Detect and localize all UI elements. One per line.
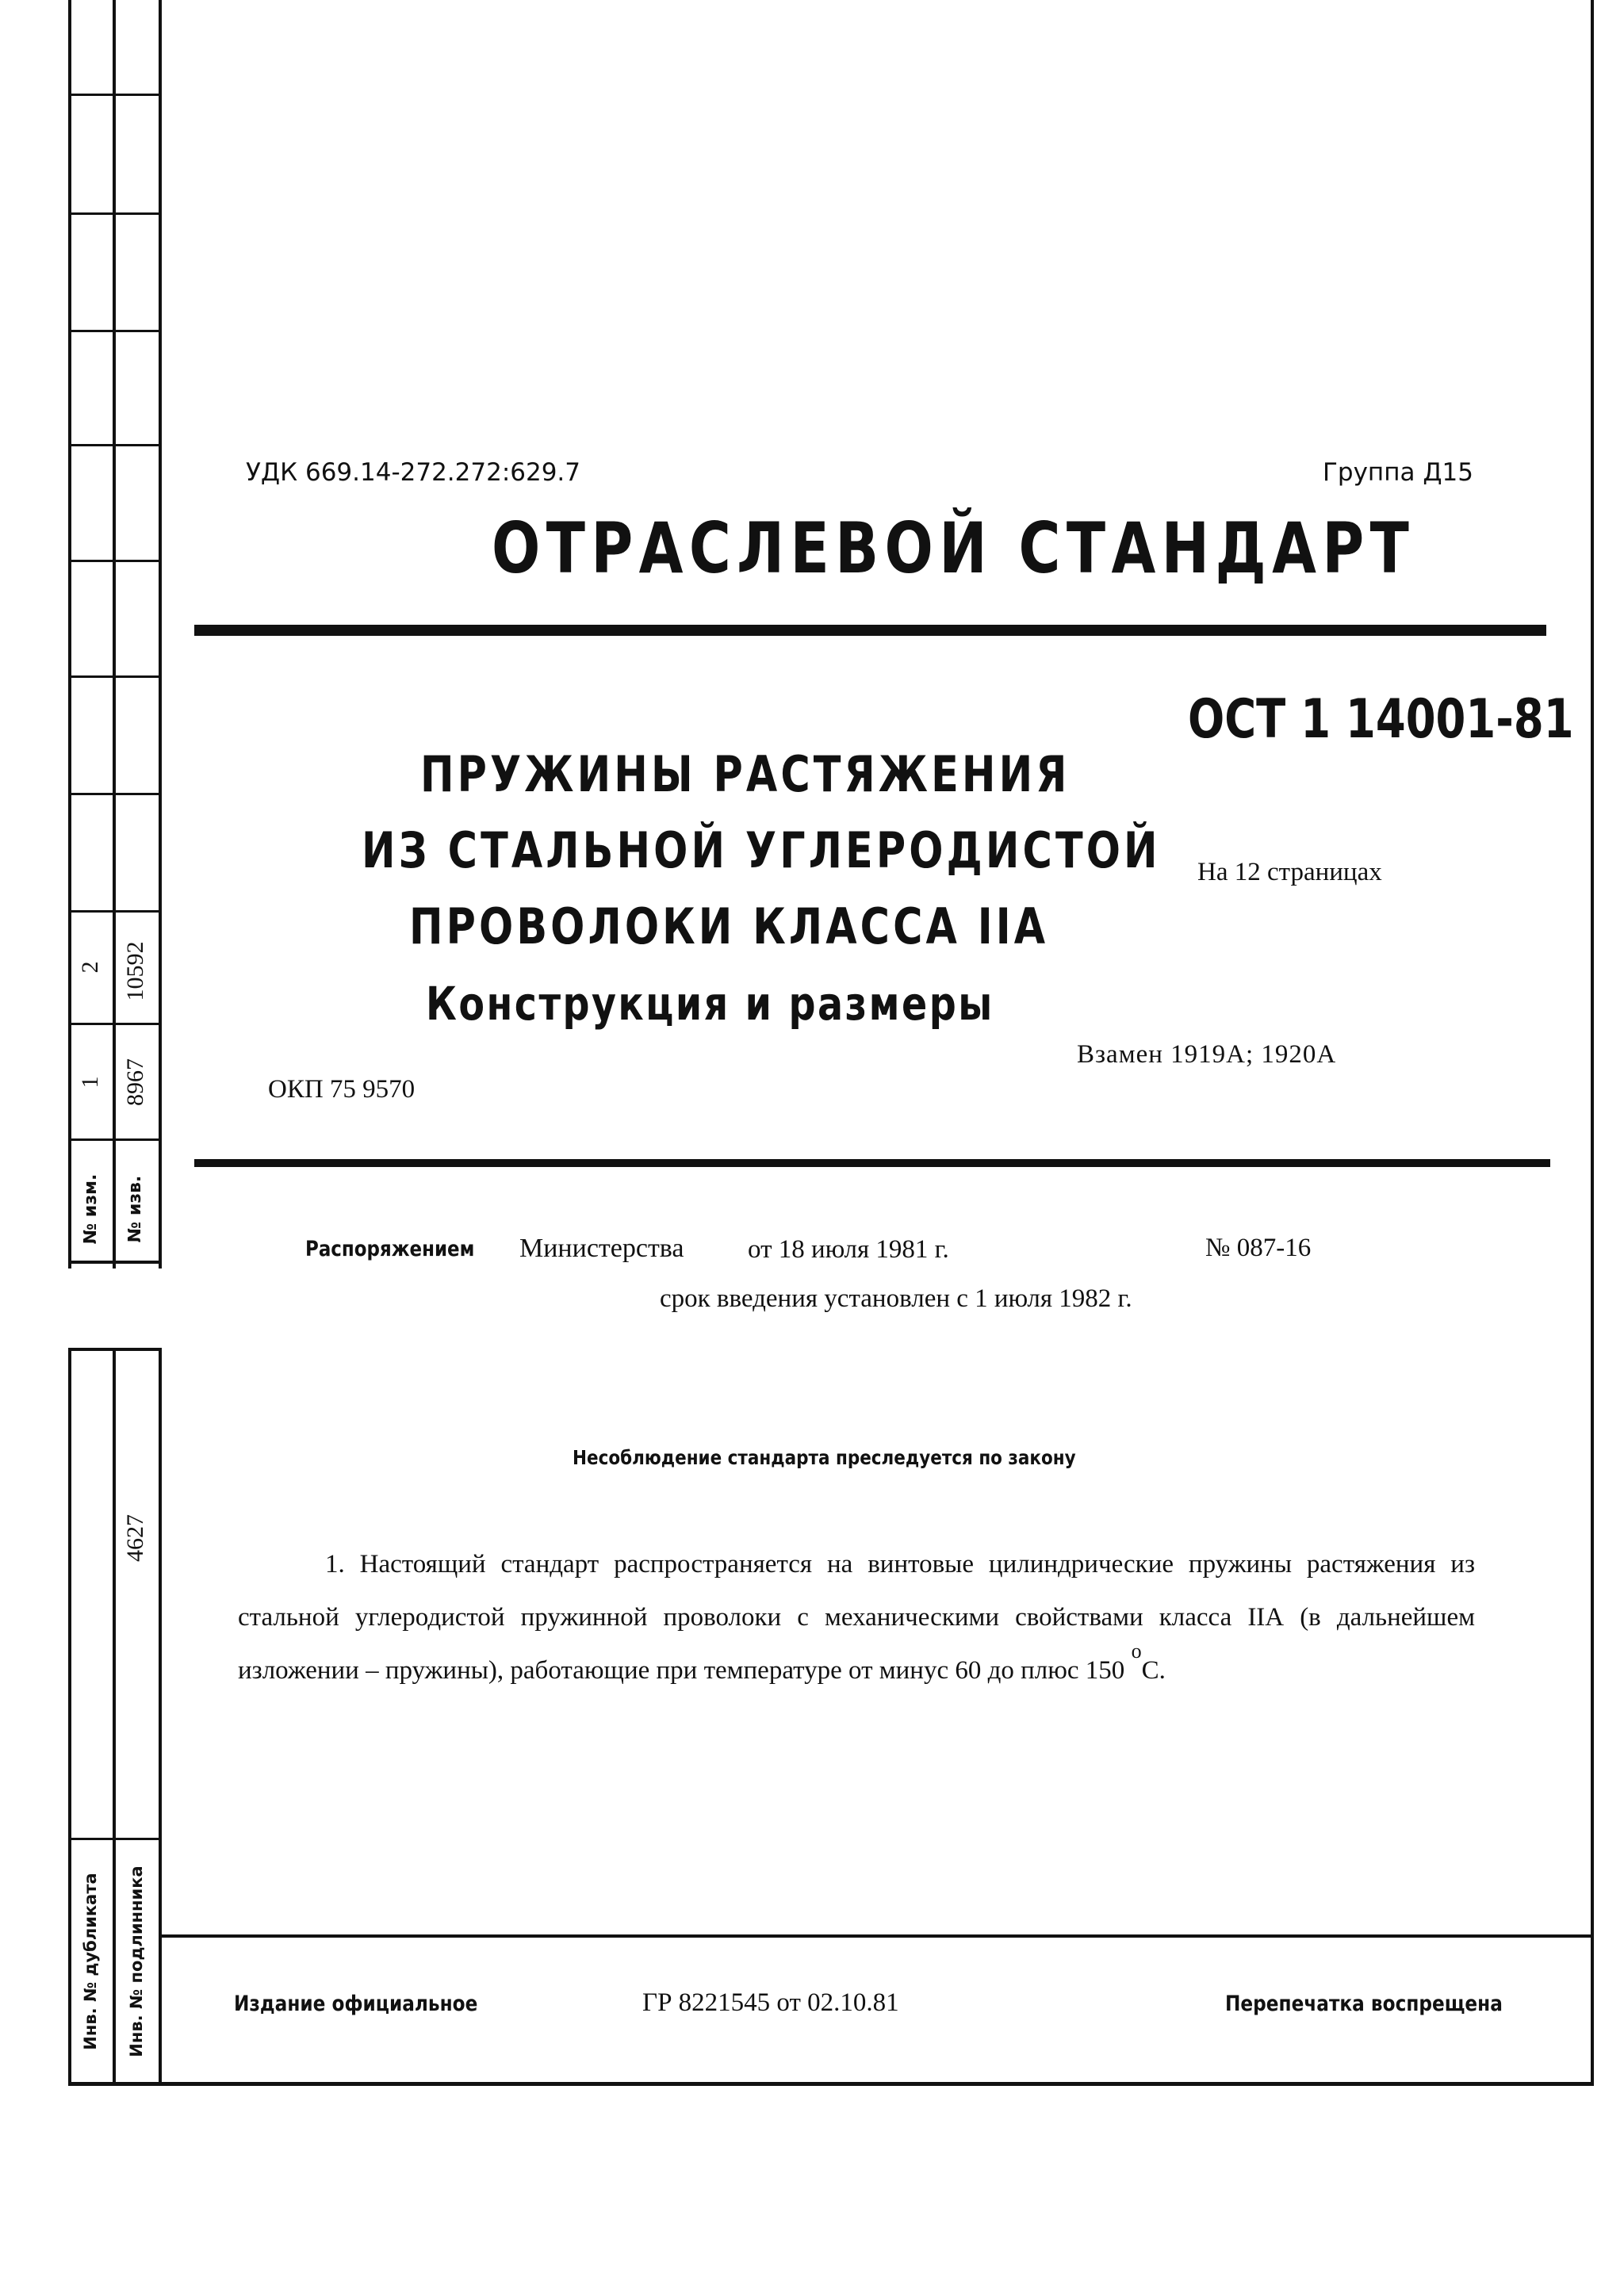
legal-warning: Несоблюдение стандарта преследуется по закону [573, 1446, 1076, 1469]
official-edition: Издание официальное [234, 1992, 478, 2016]
change-number-1: 1 [77, 1076, 103, 1089]
temperature-unit: С. [1141, 1656, 1166, 1685]
standard-subtitle: Конструкция и размеры [426, 977, 994, 1031]
degree-sign: о [1131, 1640, 1142, 1663]
change-number-label: № изм. [81, 1173, 101, 1245]
notice-number-label: № изв. [125, 1175, 145, 1243]
decree-number: № 087-16 [1205, 1234, 1312, 1262]
okp-code: ОКП 75 9570 [268, 1075, 416, 1104]
notice-number-2: 10592 [122, 941, 148, 1001]
replaces-standards: Взамен 1919А; 1920А [1077, 1040, 1337, 1069]
standard-title-line-3: ПРОВОЛОКИ КЛАССА IIА [409, 897, 1049, 955]
duplicate-inventory-label: Инв. № дубликата [81, 1873, 100, 2050]
decree-date: от 18 июля 1981 г. [748, 1235, 949, 1264]
page-count: На 12 страницах [1197, 858, 1382, 886]
scope-paragraph [238, 1538, 1475, 1697]
page-title: ОТРАСЛЕВОЙ СТАНДАРТ [492, 507, 1415, 589]
standard-title-line-2: ИЗ СТАЛЬНОЙ УГЛЕРОДИСТОЙ [362, 821, 1161, 879]
decree-ministry: Министерства [519, 1234, 684, 1263]
scope-paragraph-text: 1. Настоящий стандарт распространяется на винтовые цилиндрические пружины растяжения из стальной углеродистой пружинной проволоки с механическими свойствами класса IIА (в дальнейшем изложении – пружины), работающие при температуре от минус 60 до плюс 150 [238, 1550, 1475, 1685]
introduction-date: срок введения установлен с 1 июля 1982 г. [660, 1284, 1132, 1313]
header-rule-bottom [194, 1159, 1550, 1167]
footer-frame-bottom [68, 2082, 1594, 2086]
notice-number-1: 8967 [122, 1058, 148, 1106]
change-number-2: 2 [77, 961, 103, 974]
footer-frame-top [159, 1934, 1594, 1938]
decree-label: Распоряжением [305, 1237, 475, 1261]
udk-code: УДК 669.14-272.272:629.7 [246, 458, 581, 487]
original-inventory-number: 4627 [122, 1514, 148, 1562]
header-rule-top [194, 625, 1546, 636]
standard-number: ОСТ 1 14001-81 [1188, 688, 1574, 751]
standard-title-line-1: ПРУЖИНЫ РАСТЯЖЕНИЯ [420, 745, 1071, 803]
registration-number: ГР 8221545 от 02.10.81 [642, 1988, 899, 2017]
page-frame-right [1591, 0, 1594, 2085]
group-code: Группа Д15 [1323, 458, 1473, 487]
reprint-prohibited: Перепечатка воспрещена [1225, 1992, 1503, 2016]
original-inventory-label: Инв. № подлинника [127, 1866, 146, 2057]
